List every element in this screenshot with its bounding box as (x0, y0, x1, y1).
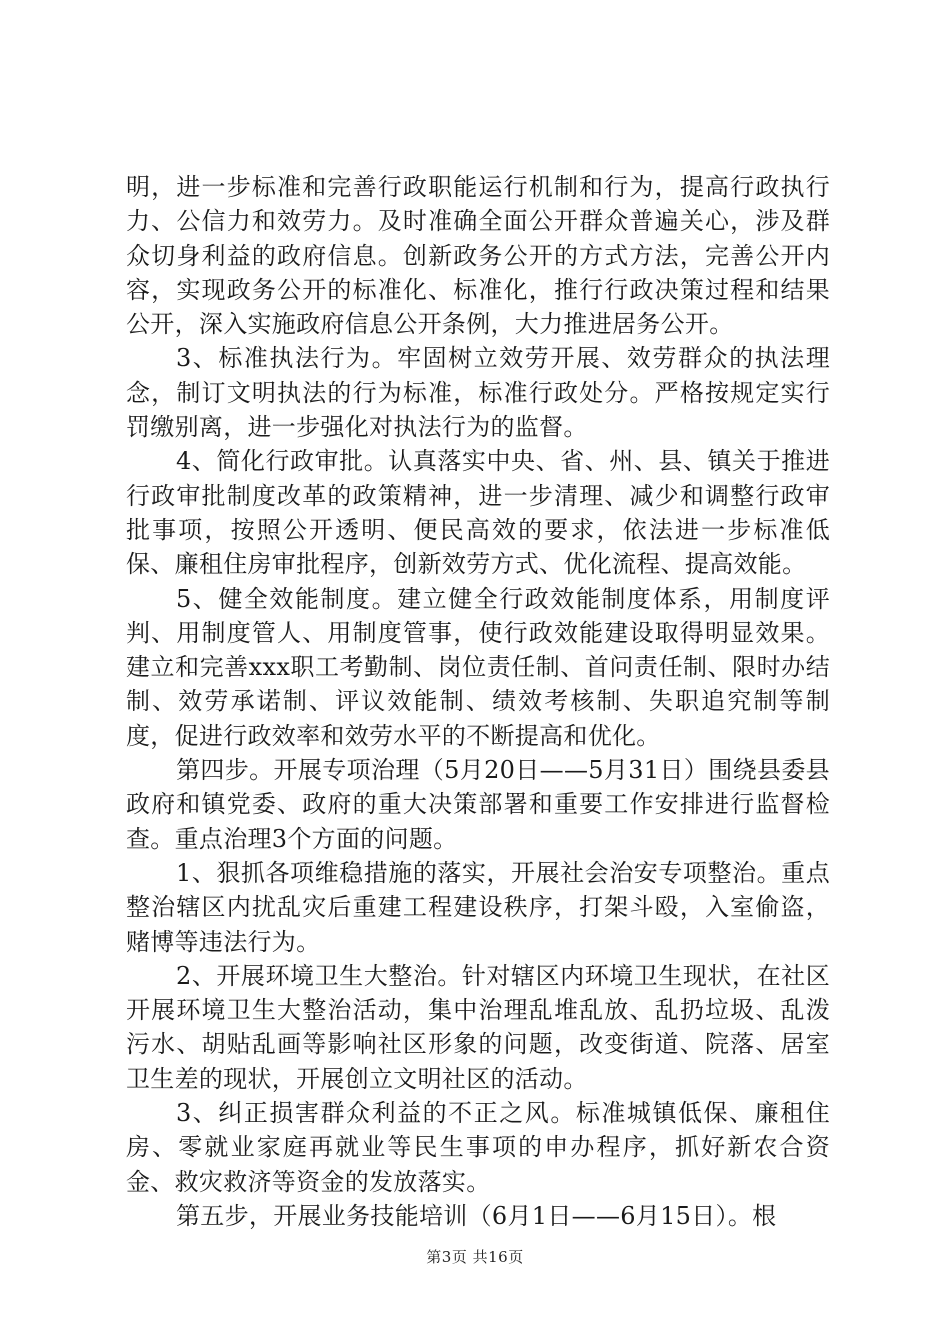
paragraph-item-4-simplify-approval: 4、简化行政审批。认真落实中央、省、州、县、镇关于推进行政审批制度改革的政策精神，进一步清理、减少和调整行政审批事项，按照公开透明、便民高效的要求，依法进一步标准低保、廉租住房审批程序，创新效劳方式、优化流程、提高效能。 (126, 447, 830, 579)
paragraph-continuation: 明，进一步标准和完善行政职能运行机制和行为，提高行政执行力、公信力和效劳力。及时准确全面公开群众普遍关心，涉及群众切身利益的政府信息。创新政务公开的方式方法，完善公开内容，实现政务公开的标准化、标准化，推行行政决策过程和结果公开，深入实施政府信息公开条例，大力推进居务公开。 (126, 173, 830, 339)
paragraph-item-5-efficiency-system: 5、健全效能制度。建立健全行政效能制度体系，用制度评判、用制度管人、用制度管事，使行政效能建设取得明显效果。建立和完善xxx职工考勤制、岗位责任制、首问责任制、限时办结制、效劳承诺制、评议效能制、绩效考核制、失职追究制等制度，促进行政效率和效劳水平的不断提高和优化。 (126, 584, 830, 750)
paragraph-step-four: 第四步。开展专项治理（5月20日——5月31日）围绕县委县政府和镇党委、政府的重大决策部署和重要工作安排进行监督检查。重点治理3个方面的问题。 (126, 756, 830, 853)
page-number-footer: 第3页 共16页 (426, 1248, 524, 1266)
paragraph-step-five: 第五步，开展业务技能培训（6月1日——6月15日）。根 (176, 1201, 777, 1230)
paragraph-step4-item-2: 2、开展环境卫生大整治。针对辖区内环境卫生现状，在社区开展环境卫生大整治活动，集中治理乱堆乱放、乱扔垃圾、乱泼污水、胡贴乱画等影响社区形象的问题，改变街道、院落、居室卫生差的现状，开展创立文明社区的活动。 (126, 961, 830, 1093)
paragraph-step4-item-3: 3、纠正损害群众利益的不正之风。标准城镇低保、廉租住房、零就业家庭再就业等民生事项的申办程序，抓好新农合资金、救灾救济等资金的发放落实。 (126, 1099, 830, 1196)
paragraph-item-3-standardize-law-enforcement: 3、标准执法行为。牢固树立效劳开展、效劳群众的执法理念，制订文明执法的行为标准，标准行政处分。严格按规定实行罚缴别离，进一步强化对执法行为的监督。 (126, 344, 830, 442)
paragraph-step4-item-1: 1、狠抓各项维稳措施的落实，开展社会治安专项整治。重点整治辖区内扰乱灾后重建工程建设秩序，打架斗殴，入室偷盗，赌博等违法行为。 (126, 858, 830, 956)
document-body (126, 170, 830, 1233)
